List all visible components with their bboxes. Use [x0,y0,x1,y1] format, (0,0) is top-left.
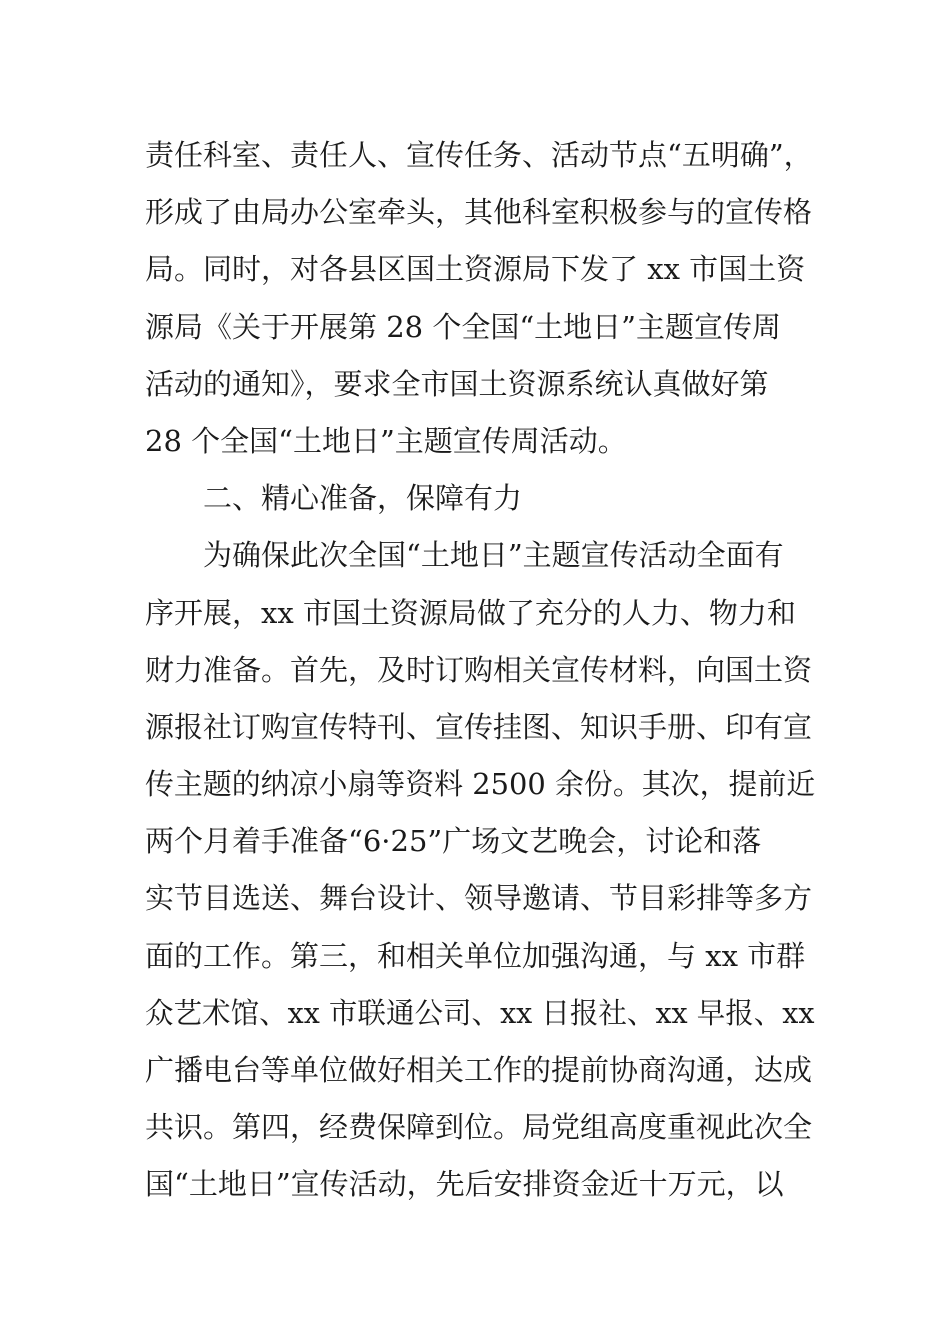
text-line: 财力准备。首先，及时订购相关宣传材料，向国土资 [145,652,813,687]
text-line: 活动的通知》，要求全市国土资源系统认真做好第 [145,366,769,401]
paragraph-first-line: 二、精心准备，保障有力 [203,481,523,516]
text-line: 实节目选送、舞台设计、领导邀请、节目彩排等多方 [145,881,813,916]
text-line: 国“土地日”宣传活动，先后安排资金近十万元，以 [145,1167,784,1202]
text-line: 源局《关于开展第 28 个全国“土地日”主题宣传周 [145,309,781,344]
text-line: 序开展，xx 市国土资源局做了充分的人力、物力和 [145,595,796,630]
text-line: 两个月着手准备“6·25”广场文艺晚会，讨论和落 [145,824,762,859]
text-line: 传主题的纳凉小扇等资料 2500 余份。其次，提前近 [145,767,816,802]
text-line: 众艺术馆、xx 市联通公司、xx 日报社、xx 早报、xx [145,995,815,1030]
text-line: 形成了由局办公室牵头，其他科室积极参与的宣传格 [145,195,813,230]
text-line: 局。同时，对各县区国土资源局下发了 xx 市国土资 [145,252,806,287]
text-line: 广播电台等单位做好相关工作的提前协商沟通，达成 [145,1053,813,1087]
text-line: 28 个全国“土地日”主题宣传周活动。 [145,423,627,458]
text-line: 共识。第四，经费保障到位。局党组高度重视此次全 [145,1110,813,1145]
text-line: 责任科室、责任人、宣传任务、活动节点“五明确”， [145,138,813,172]
text-line: 面的工作。第三，和相关单位加强沟通，与 xx 市群 [145,938,806,973]
text-line: 源报社订购宣传特刊、宣传挂图、知识手册、印有宣 [145,709,813,744]
paragraph-first-line: 为确保此次全国“土地日”主题宣传活动全面有 [203,538,784,573]
body-text [145,127,815,1214]
